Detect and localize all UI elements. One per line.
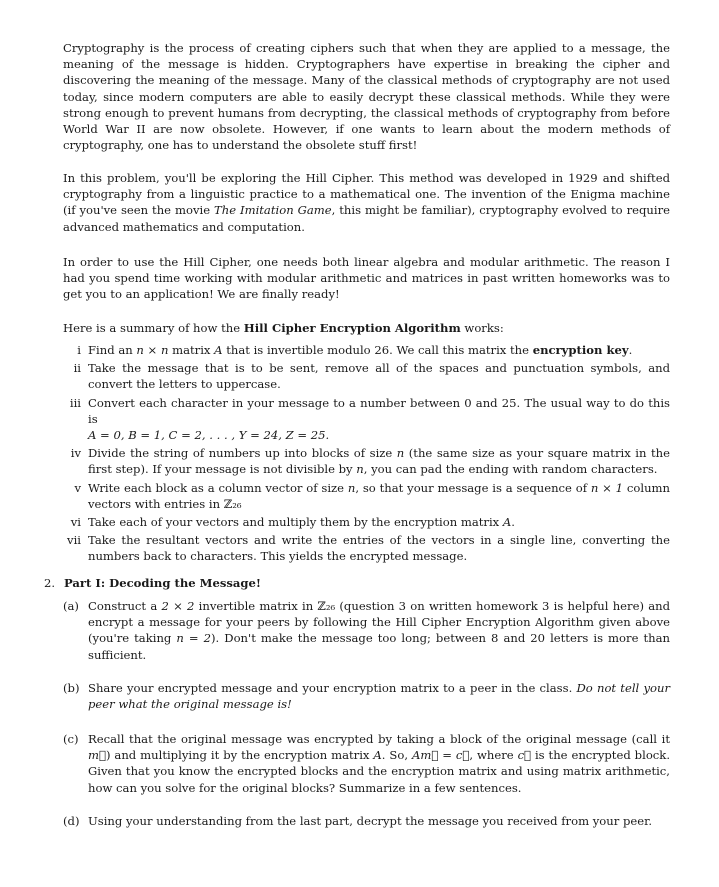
movie-title: The Imitation Game — [214, 203, 332, 218]
question-c: (c) Recall that the original message was encrypted by taking a block of the original message (call it m⃗) and multiplying it by the encryption matrix A. So, Am⃗ = c⃗, where c⃗ is the encrypted block. Given that you know the encrypted blocks and the encryption matrix and using matrix arithmetic, how can you solve for the original blocks? Summarize in a few sentences. — [63, 732, 670, 795]
question-a: (a) Construct a 2 × 2 invertible matrix in ℤ₂₆ (question 3 on written homework 3 is helpful here) and encrypt a message for your peers by following the Hill Cipher Encryption Algorithm given above (you're taking n = 2). Don't make the message too long; between 8 and 20 letters is more than sufficient. — [63, 599, 671, 662]
intro-paragraph-3: In order to use the Hill Cipher, one needs both linear algebra and modular arithmetic. The reason I had you spend time working with modular arithmetic and matrices in past written homeworks was to get you to an application! We are finally ready! — [63, 255, 670, 302]
list-item: vi Take each of your vectors and multiply them by the encryption matrix A. — [70, 515, 515, 530]
algorithm-steps — [63, 342, 670, 567]
list-item: vii Take the resultant vectors and write the entries of the vectors in a single line, converting the numbers back to characters. This yields the encrypted message. — [67, 533, 670, 564]
summary-lead: Here is a summary of how the Hill Cipher Encryption Algorithm works: — [63, 321, 504, 335]
list-item: v Write each block as a column vector of size n, so that your message is a sequence of n × 1 column vectors with entries in ℤ₂₆ — [74, 480, 671, 511]
algorithm-name: Hill Cipher Encryption Algorithm — [243, 321, 461, 335]
list-item: i Find an n × n matrix A that is invertible modulo 26. We call this matrix the encryption key. — [77, 343, 633, 357]
intro-paragraph-2: In this problem, you'll be exploring the Hill Cipher. This method was developed in 1929 and shifted cryptography from a linguistic practice to a mathematical one. The invention of the Enigma machine (if you've seen the movie The Imitation Game, this might be familiar), cryptography evolved to require advanced mathematics and computation. — [63, 171, 670, 234]
list-item: ii Take the message that is to be sent, remove all of the spaces and punctuation symbols, and convert the letters to uppercase. — [73, 361, 670, 392]
question-d: (d) Using your understanding from the last part, decrypt the message you received from your peer. — [63, 814, 653, 828]
list-item: iv Divide the string of numbers up into blocks of size n (the same size as your square matrix in the first step). If your message is not divisible by n, you can pad the ending with random characters. — [70, 446, 670, 477]
intro-paragraph-1: Cryptography is the process of creating ciphers such that when they are applied to a message, the meaning of the message is hidden. Cryptographers have expertise in breaking the cipher and discovering the meaning of the message. Many of the classical methods of cryptography are not used today, since modern computers are able to easily decrypt these classical methods. While they were strong enough to prevent humans from decrypting, the classical methods of cryptography from before World War II are now obsolete. However, if one wants to learn about the modern methods of cryptography, one has to understand the obsolete stuff first! — [63, 41, 670, 153]
section-heading: 2. Part I: Decoding the Message! — [44, 576, 262, 590]
question-b: (b) Share your encrypted message and your encryption matrix to a peer in the class. Do not tell your peer what the original message is! — [63, 681, 670, 712]
list-item: iii Convert each character in your message to a number between 0 and 25. The usual way to do this is A = 0, B = 1, C = 2, . . . , Y = 24, Z = 25. — [69, 395, 670, 443]
